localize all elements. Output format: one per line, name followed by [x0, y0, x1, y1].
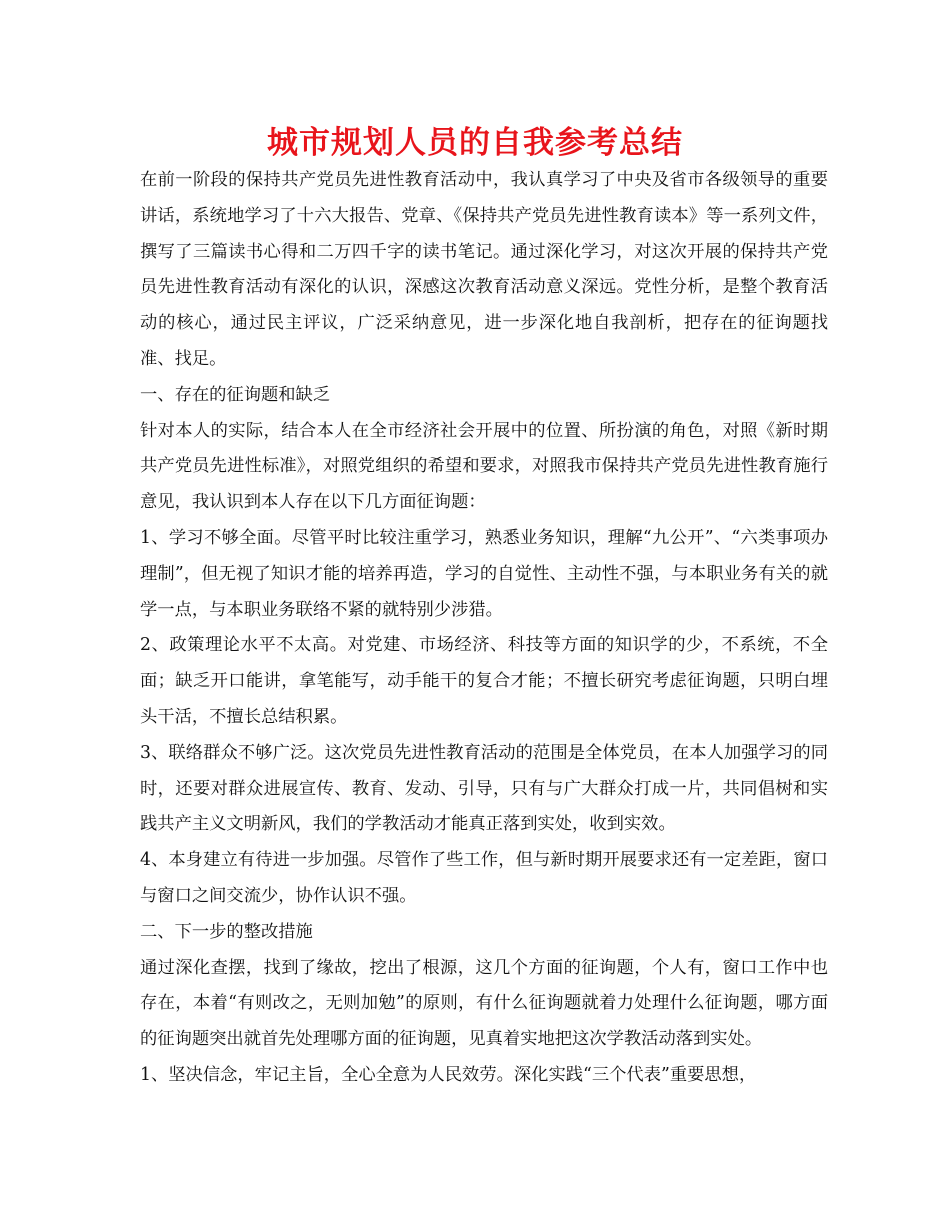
paragraph-problems-intro: 针对本人的实际，结合本人在全市经济社会开展中的位置、所扮演的角色，对照《新时期共产党员先进性标准》，对照党组织的希望和要求，对照我市保持共产党员先进性教育施行意见，我认识到本人存在以下几方面征询题： [140, 420, 828, 513]
list-item-measure-1: 1、坚决信念，牢记主旨，全心全意为人民效劳。深化实践“三个代表”重要思想， [140, 1064, 757, 1085]
list-item-problem-1: 1、学习不够全面。尽管平时比较注重学习，熟悉业务知识，理解“九公开”、“六类事项办理制”，但无视了知识才能的培养再造，学习的自觉性、主动性不强，与本职业务有关的就学一点，与本职业务联络不紧的就特别少涉猎。 [140, 527, 828, 620]
list-item-problem-3: 3、联络群众不够广泛。这次党员先进性教育活动的范围是全体党员，在本人加强学习的同时，还要对群众进展宣传、教育、发动、引导，只有与广大群众打成一片，共同倡树和实践共产主义文明新风，我们的学教活动才能真正落到实处，收到实效。 [140, 742, 828, 835]
paragraph-intro: 在前一阶段的保持共产党员先进性教育活动中，我认真学习了中央及省市各级领导的重要讲话，系统地学习了十六大报告、党章、《保持共产党员先进性教育读本》等一系列文件，撰写了三篇读书心得和二万四千字的读书笔记。通过深化学习，对这次开展的保持共产党员先进性教育活动有深化的认识，深感这次教育活动意义深远。党性分析，是整个教育活动的核心，通过民主评议，广泛采纳意见，进一步深化地自我剖析，把存在的征询题找准、找足。 [140, 170, 828, 369]
section-heading-measures: 二、下一步的整改措施 [140, 921, 313, 942]
list-item-problem-2: 2、政策理论水平不太高。对党建、市场经济、科技等方面的知识学的少，不系统，不全面；缺乏开口能讲，拿笔能写，动手能干的复合才能；不擅长研究考虑征询题，只明白埋头干活，不擅长总结积累。 [140, 635, 828, 727]
document-title: 城市规划人员的自我参考总结 [267, 125, 683, 161]
document-body [140, 163, 828, 1094]
section-heading-problems: 一、存在的征询题和缺乏 [140, 384, 331, 405]
list-item-problem-4: 4、本身建立有待进一步加强。尽管作了些工作，但与新时期开展要求还有一定差距，窗口与窗口之间交流少，协作认识不强。 [140, 850, 828, 906]
paragraph-measures-intro: 通过深化查摆，找到了缘故，挖出了根源，这几个方面的征询题，个人有，窗口工作中也存在，本着“有则改之，无则加勉”的原则，有什么征询题就着力处理什么征询题，哪方面的征询题突出就首先处理哪方面的征询题，见真着实地把这次学教活动落到实处。 [140, 957, 828, 1050]
